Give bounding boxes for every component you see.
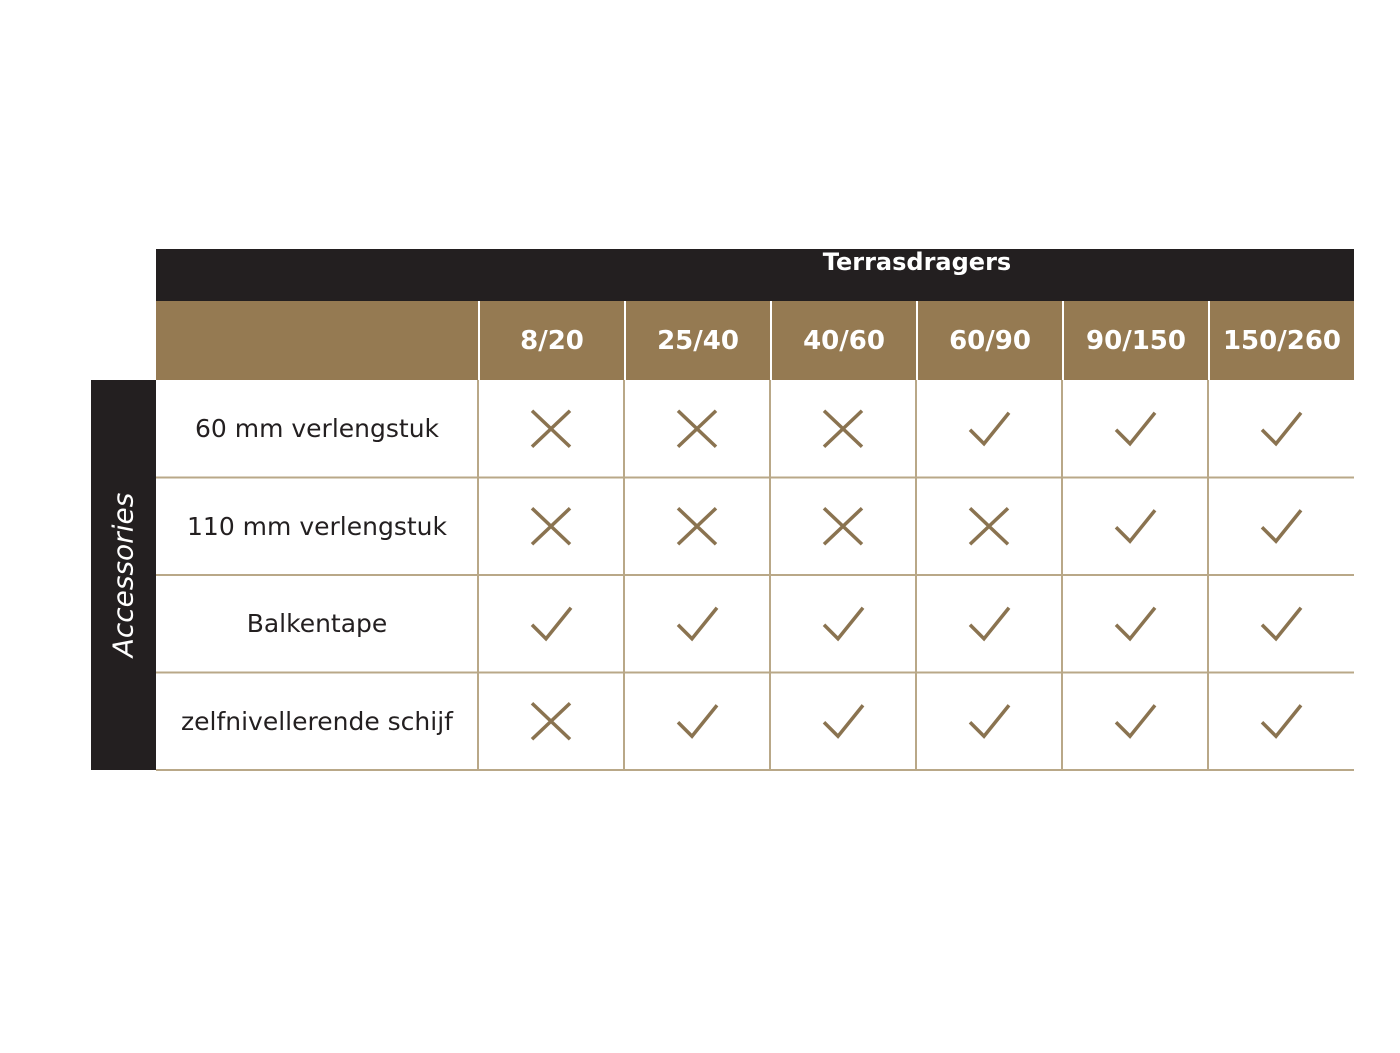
side-label: Accessories <box>106 492 140 658</box>
check-icon <box>824 705 863 736</box>
row-label: Balkentape <box>246 609 388 638</box>
column-header-8-20: 8/20 <box>478 301 624 380</box>
check-icon <box>1116 413 1155 444</box>
check-icon <box>970 705 1009 736</box>
column-header-150-260: 150/260 <box>1208 301 1354 380</box>
check-icon <box>1262 510 1301 541</box>
row-label: 110 mm verlengstuk <box>187 511 447 541</box>
column-header-60-90: 60/90 <box>916 301 1062 380</box>
cross-icon <box>678 508 716 544</box>
column-header-40-60: 40/60 <box>770 301 916 380</box>
cross-icon <box>970 508 1008 544</box>
cross-icon <box>532 508 570 544</box>
table-title: Terrasdragers <box>822 248 1012 276</box>
cross-icon <box>824 411 862 447</box>
cross-icon <box>678 411 716 447</box>
row-label: 60 mm verlengstuk <box>194 414 440 443</box>
column-header-25-40: 25/40 <box>624 301 770 380</box>
column-header-90-150: 90/150 <box>1062 301 1208 380</box>
cross-icon <box>824 508 862 544</box>
check-icon <box>824 608 863 639</box>
check-icon <box>1262 413 1301 444</box>
cross-icon <box>532 411 570 447</box>
cross-icon <box>532 703 570 739</box>
check-icon <box>678 608 717 639</box>
check-icon <box>678 705 717 736</box>
check-icon <box>1262 705 1301 736</box>
row-label: zelfnivellerende schijf <box>181 706 453 736</box>
check-icon <box>970 413 1009 444</box>
check-icon <box>532 608 571 639</box>
check-icon <box>1116 510 1155 541</box>
check-icon <box>1116 705 1155 736</box>
check-icon <box>1116 608 1155 639</box>
check-icon <box>1262 608 1301 639</box>
check-icon <box>970 608 1009 639</box>
